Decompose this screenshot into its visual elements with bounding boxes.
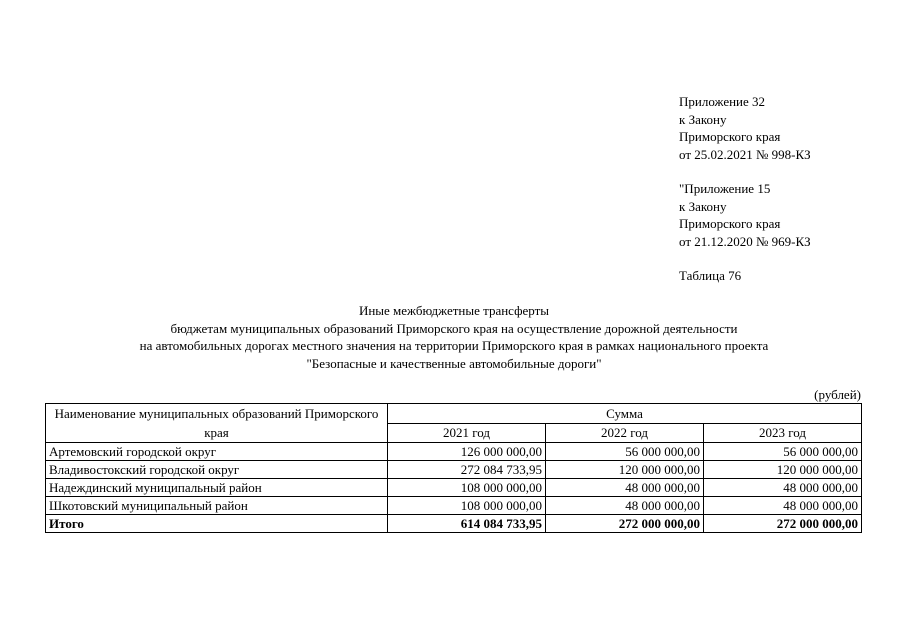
table-row bbox=[46, 443, 862, 461]
total-amount-cell: 272 000 000,00 bbox=[704, 515, 862, 533]
appendix-line: Приморского края bbox=[679, 216, 781, 231]
appendix-line: от 21.12.2020 № 969-КЗ bbox=[679, 233, 811, 249]
appendix-line: от 25.02.2021 № 998-КЗ bbox=[679, 146, 811, 162]
title-line: "Безопасные и качественные автомобильные дороги" bbox=[306, 355, 602, 371]
total-amount-cell: 272 000 000,00 bbox=[546, 515, 704, 533]
title-line: на автомобильных дорогах местного значения на территории Приморского края в рамках национального проекта bbox=[139, 338, 769, 353]
amount-cell: 120 000 000,00 bbox=[546, 461, 704, 479]
document-title bbox=[40, 302, 868, 372]
total-label: Итого bbox=[46, 515, 388, 533]
spacer bbox=[679, 250, 811, 267]
appendix-line: Приморского края bbox=[679, 129, 781, 144]
title-line: бюджетам муниципальных образований Приморского края на осуществление дорожной деятельности bbox=[170, 320, 738, 336]
amount-cell: 272 084 733,95 bbox=[388, 461, 546, 479]
table-header-row bbox=[46, 404, 862, 424]
appendix-line: "Приложение 15 bbox=[679, 181, 771, 196]
table-row bbox=[46, 479, 862, 497]
title-line: Иные межбюджетные трансферты bbox=[358, 303, 550, 318]
amount-cell: 56 000 000,00 bbox=[546, 443, 704, 461]
column-header-year: 2021 год bbox=[388, 423, 546, 443]
unit-label: (рублей) bbox=[814, 387, 861, 402]
table-number: Таблица 76 bbox=[679, 268, 742, 283]
amount-cell: 108 000 000,00 bbox=[388, 497, 546, 515]
table-row bbox=[46, 497, 862, 515]
column-header-year: 2022 год bbox=[546, 423, 704, 443]
appendix-line: Приложение 32 bbox=[679, 94, 766, 109]
amount-cell: 48 000 000,00 bbox=[546, 479, 704, 497]
column-header-sum: Сумма bbox=[388, 404, 862, 424]
appendix-line: к Закону bbox=[679, 198, 727, 214]
total-amount-cell: 614 084 733,95 bbox=[388, 515, 546, 533]
column-header-name: Наименование муниципальных образований Приморского края bbox=[46, 404, 388, 443]
amount-cell: 126 000 000,00 bbox=[388, 443, 546, 461]
spacer bbox=[679, 163, 811, 180]
amount-cell: 108 000 000,00 bbox=[388, 479, 546, 497]
table-total-row bbox=[46, 515, 862, 533]
amount-cell: 48 000 000,00 bbox=[704, 497, 862, 515]
appendix-header bbox=[679, 93, 811, 285]
municipality-name: Шкотовский муниципальный район bbox=[46, 497, 388, 515]
transfers-table bbox=[45, 403, 862, 533]
amount-cell: 120 000 000,00 bbox=[704, 461, 862, 479]
amount-cell: 48 000 000,00 bbox=[546, 497, 704, 515]
municipality-name: Артемовский городской округ bbox=[46, 443, 388, 461]
amount-cell: 56 000 000,00 bbox=[704, 443, 862, 461]
amount-cell: 48 000 000,00 bbox=[704, 479, 862, 497]
column-header-year: 2023 год bbox=[704, 423, 862, 443]
table-row bbox=[46, 461, 862, 479]
municipality-name: Надеждинский муниципальный район bbox=[46, 479, 388, 497]
appendix-line: к Закону bbox=[679, 111, 727, 127]
municipality-name: Владивостокский городской округ bbox=[46, 461, 388, 479]
